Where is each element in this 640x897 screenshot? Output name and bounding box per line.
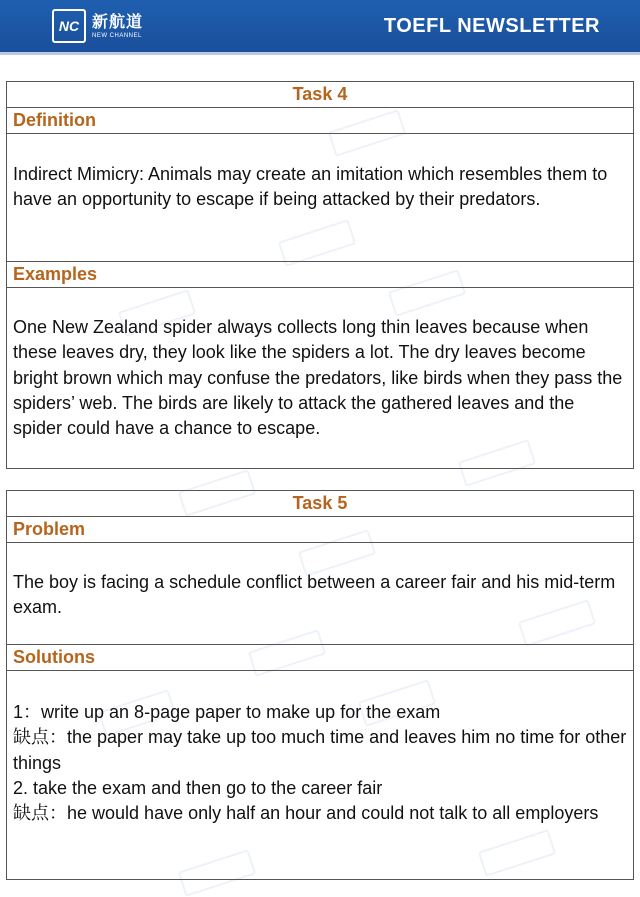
examples-text: One New Zealand spider always collects long thin leaves because when these leaves dry, they look like the spiders a lot. The dry leaves become bright brown which may confuse the predators, like birds when they pass the spiders’ web. The birds are likely to attack the gathered leaves and the spider could have a chance to escape.	[13, 317, 623, 439]
logo-mark-icon: NC	[52, 9, 86, 43]
solutions-text	[7, 671, 633, 879]
task4-title: Task 4	[7, 82, 633, 108]
newsletter-header	[0, 0, 640, 55]
solutions-label: Solutions	[7, 645, 633, 671]
definition-text: Indirect Mimicry: Animals may create an imitation which resembles them to have an opportunity to escape if being attacked by their predators.	[7, 134, 633, 262]
drawback-1: 缺点：the paper may take up too much time and leaves him no time for other things	[13, 727, 627, 773]
solution-2: 2. take the exam and then go to the career fair	[13, 777, 383, 798]
definition-label: Definition	[7, 108, 633, 134]
problem-label: Problem	[7, 517, 633, 543]
task4-table	[6, 81, 634, 469]
task5-table	[6, 490, 634, 880]
examples-label: Examples	[7, 262, 633, 288]
drawback-2: 缺点：he would have only half an hour and could not talk to all employers	[13, 803, 599, 825]
newsletter-title: TOEFL NEWSLETTER	[383, 15, 600, 37]
logo-chinese-name: 新航道	[92, 11, 144, 31]
task5-title: Task 5	[7, 491, 633, 517]
solution-1: 1：write up an 8-page paper to make up for the exam	[13, 702, 441, 722]
logo-english-name: NEW CHANNEL	[92, 32, 142, 39]
problem-text: The boy is facing a schedule conflict between a career fair and his mid-term exam.	[7, 543, 633, 645]
brand-logo	[52, 9, 143, 43]
